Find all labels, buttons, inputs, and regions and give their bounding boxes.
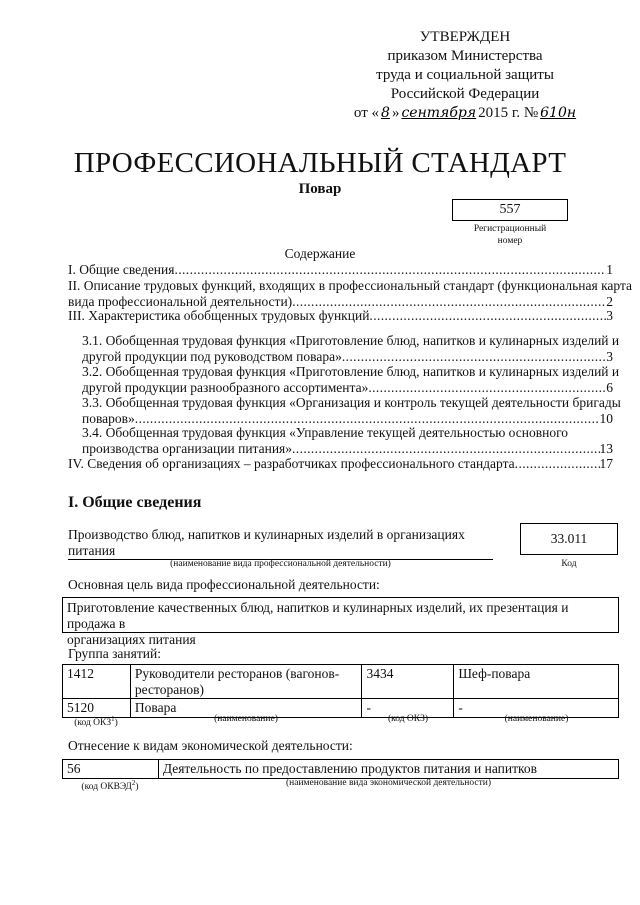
toc-row (68, 456, 613, 472)
toc-leader (292, 441, 599, 457)
occupation-name: Повара (130, 699, 362, 718)
econ-activity-name: Деятельность по предоставлению продуктов питания и напитков (158, 760, 618, 779)
section-heading: I. Общие сведения (68, 494, 202, 511)
table-row (63, 760, 619, 779)
toc-item-3-2[interactable] (82, 364, 620, 395)
okz-code-2: - (362, 699, 454, 718)
toc-item-1[interactable] (68, 262, 613, 278)
date-day-handwritten: 8 (381, 105, 390, 121)
okz-caption-close: ) (114, 718, 118, 729)
approval-line-country: Российской Федерации (390, 86, 540, 102)
toc-page: 3 (606, 308, 613, 323)
document-title: ПРОФЕССИОНАЛЬНЫЙ СТАНДАРТ (73, 147, 567, 179)
okz-caption-2: (код ОКЗ) (387, 714, 429, 724)
okved-caption-close: ) (135, 782, 139, 793)
toc-page: 13 (599, 440, 613, 456)
goal-label: Основная цель вида профессиональной деятельности: (68, 577, 380, 592)
registration-number-box: 557 (452, 199, 568, 221)
toc-leader (174, 262, 606, 278)
econ-name-caption: (наименование вида экономической деятельности) (286, 778, 491, 788)
toc-leader (342, 349, 606, 365)
name-caption: (наименование) (214, 714, 278, 724)
date-year: 2015 г. № (478, 105, 539, 121)
goal-text-line1: Приготовление качественных блюд, напитков и кулинарных изделий, их презентация и продажа в (67, 600, 569, 631)
okved-caption (62, 777, 158, 793)
approval-heading: УТВЕРЖДЕН (419, 29, 511, 45)
toc-item-3[interactable] (68, 308, 613, 324)
toc-label: I. Общие сведения (68, 262, 175, 277)
activity-name-line2: питания (68, 543, 493, 560)
okz-code-2: 3434 (362, 665, 454, 699)
toc-row (82, 441, 613, 457)
econ-label: Отнесение к видам экономической деятельности: (68, 738, 353, 753)
registration-caption (440, 223, 580, 247)
toc-leader (369, 308, 606, 324)
toc-leader (135, 411, 600, 427)
date-month-handwritten: сентября (401, 105, 477, 121)
registration-caption-line1: Регистрационный (473, 224, 547, 234)
activity-name-block (68, 527, 493, 560)
econ-activity-table (62, 759, 619, 779)
table-row (63, 665, 619, 699)
toc-leader (368, 380, 606, 396)
occupation-name-line1: Руководители ресторанов (вагонов- (134, 666, 340, 681)
occupation-name-2: - (454, 699, 619, 718)
toc-item-3-4[interactable] (82, 425, 613, 456)
occupation-name (130, 665, 362, 699)
toc-label: IV. Сведения об организациях – разработчиках профессионального стандарта (68, 456, 515, 471)
activity-caption: (наименование вида профессиональной деятельности) (170, 559, 391, 569)
toc-label-line1: 3.2. Обобщенная трудовая функция «Приготовление блюд, напитков и кулинарных изделий и (82, 364, 620, 379)
toc-label-line1: 3.3. Обобщенная трудовая функция «Организация и контроль текущей деятельности бригады (82, 395, 621, 410)
toc-page: 3 (606, 348, 613, 364)
toc-row (68, 294, 613, 310)
toc-item-4[interactable] (68, 456, 613, 472)
okved-footnote: 2 (131, 779, 136, 787)
date-mid: » (391, 105, 400, 121)
occupation-name-2: Шеф-повара (454, 665, 619, 699)
toc-page: 10 (599, 410, 613, 426)
goal-box (62, 597, 619, 647)
toc-item-3-3[interactable] (82, 395, 621, 426)
approval-line-ministry: труда и социальной защиты (376, 67, 554, 83)
toc-row (68, 308, 613, 324)
toc-label: III. Характеристика обобщенных трудовых функций (68, 308, 370, 323)
toc-item-2[interactable] (68, 278, 633, 309)
toc-label-line1: 3.1. Обобщенная трудовая функция «Приготовление блюд, напитков и кулинарных изделий и (82, 333, 620, 348)
toc-page: 17 (599, 456, 613, 471)
occupation-group-table (62, 664, 619, 718)
toc-label: вида профессиональной деятельности) (68, 293, 293, 309)
occupation-name-line2: ресторанов) (134, 681, 205, 697)
toc-row (82, 411, 613, 427)
toc-page: 1 (606, 262, 613, 277)
toc-page: 2 (606, 293, 613, 309)
okz-code: 5120 (63, 699, 131, 718)
okved-caption-text: (код ОКВЭД (81, 782, 132, 793)
code-caption: Код (561, 559, 577, 569)
toc-page: 6 (606, 379, 613, 395)
toc-label: производства организации питания» (82, 440, 293, 456)
toc-label-line1: II. Описание трудовых функций, входящих в профессиональный стандарт (функциональная карта (68, 278, 633, 293)
document-subtitle: Повар (298, 181, 342, 197)
approval-line-order: приказом Министерства (387, 48, 543, 64)
approval-date-line (350, 104, 580, 123)
goal-text-line2: организациях питания (67, 632, 196, 647)
toc-row (82, 349, 613, 365)
name-caption-2: (наименование) (504, 714, 569, 724)
approval-block (350, 28, 580, 123)
group-label: Группа занятий: (68, 646, 161, 661)
toc-leader (515, 456, 600, 472)
toc-row (68, 262, 613, 278)
toc-label: другой продукции разнообразного ассортимента» (82, 379, 369, 395)
okved-code: 56 (63, 760, 159, 779)
okz-code: 1412 (63, 665, 131, 699)
okz-caption (62, 713, 130, 729)
date-prefix: от « (353, 105, 380, 121)
toc-row (82, 380, 613, 396)
registration-caption-line2: номер (497, 236, 523, 246)
okz-footnote: 1 (111, 715, 115, 723)
toc-item-3-1[interactable] (82, 333, 620, 364)
toc-label: поваров» (82, 410, 135, 426)
order-number-handwritten: 610н (540, 105, 577, 121)
toc-label: другой продукции под руководством повара» (82, 348, 342, 364)
okz-caption-text: (код ОКЗ (74, 718, 112, 729)
toc-leader (292, 294, 606, 310)
activity-code-box: 33.011 (520, 523, 618, 555)
activity-name-line1: Производство блюд, напитков и кулинарных изделий в организациях (68, 527, 465, 542)
toc-heading: Содержание (284, 246, 356, 261)
toc-label-line1: 3.4. Обобщенная трудовая функция «Управление текущей деятельностью основного (82, 425, 569, 440)
